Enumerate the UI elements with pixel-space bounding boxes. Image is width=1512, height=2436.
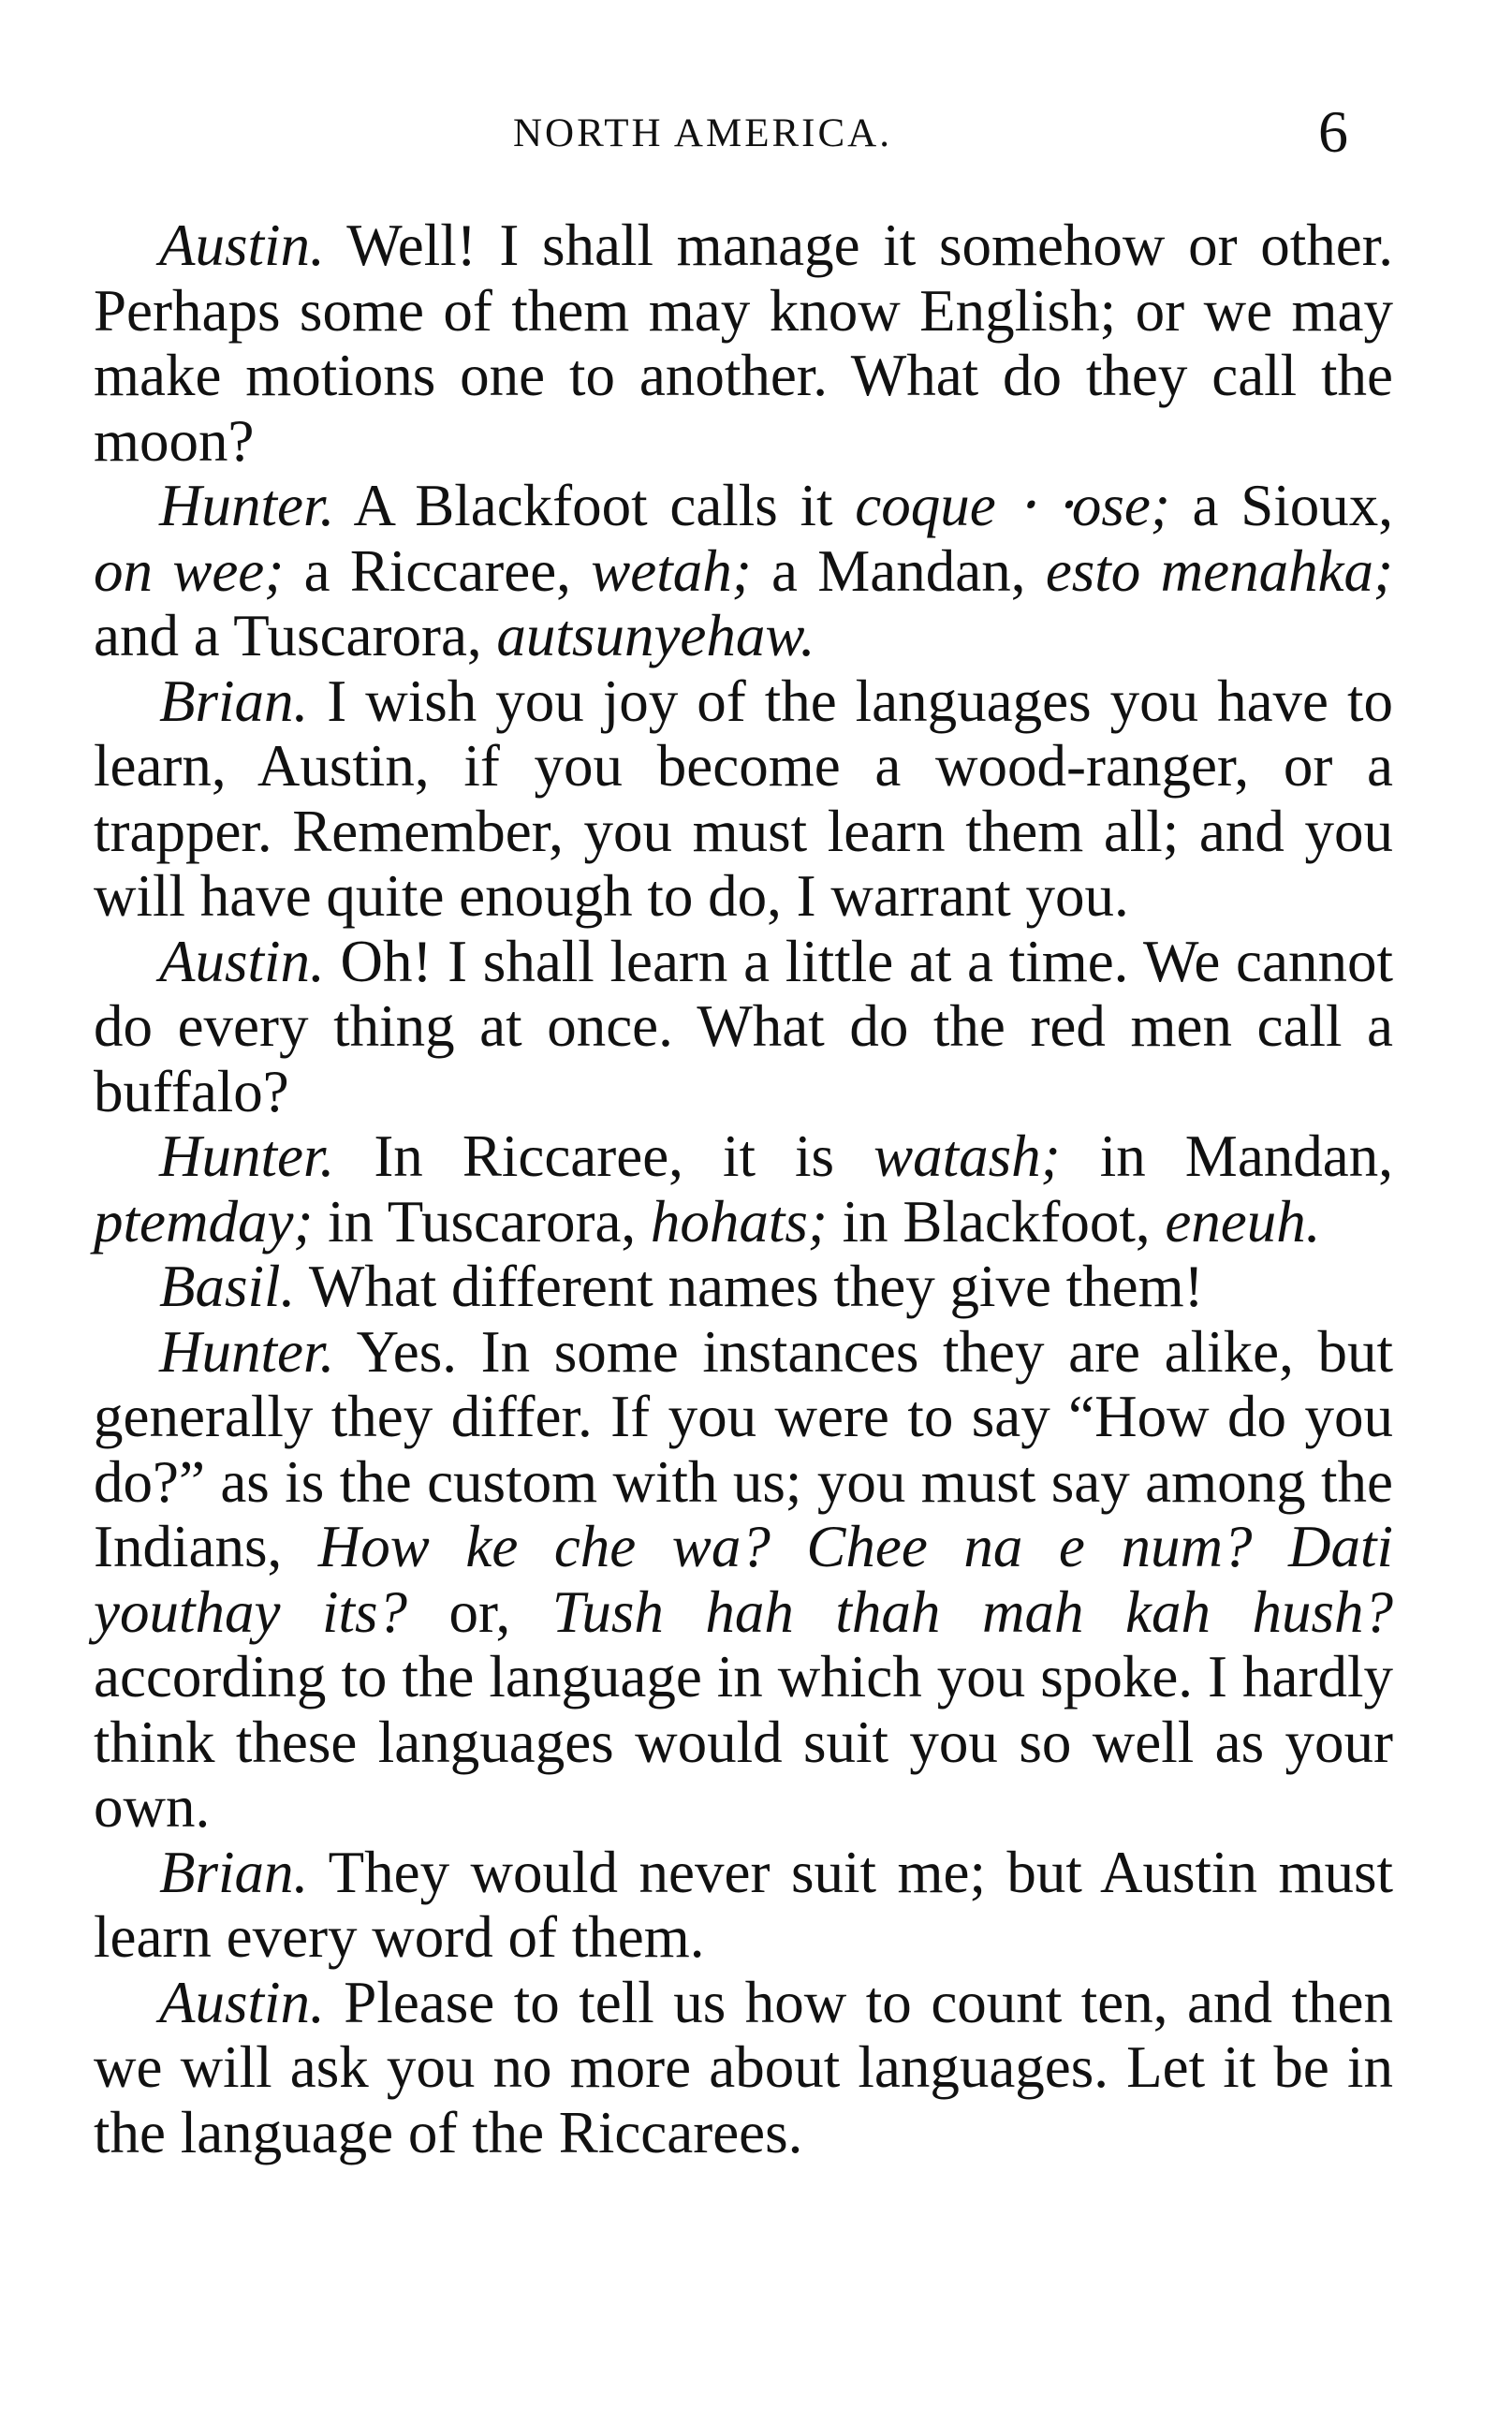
dialogue-paragraph	[94, 1255, 1393, 1320]
text-segment: They would never suit me; but Austin must learn every word of them.	[94, 1839, 1393, 1970]
text-segment: What different names they give them!	[295, 1254, 1204, 1319]
dialogue-paragraph	[94, 1971, 1393, 2166]
speaker-name: Hunter.	[159, 473, 335, 538]
text-segment: Please to tell us how to count ten, and then we will ask you no more about languages. Let it be in the language of the Riccarees.	[94, 1969, 1393, 2165]
text-segment: coque ⸱ ⸱ose;	[855, 473, 1170, 538]
dialogue-paragraph	[94, 1124, 1393, 1255]
speaker-name: Hunter.	[159, 1123, 335, 1189]
speaker-name: Brian.	[159, 668, 309, 734]
running-title: NORTH AMERICA.	[513, 111, 892, 155]
text-segment: I wish you joy of the languages you have to learn, Austin, if you become a wood-ranger, or a trapper. Remember, you must learn them all; and you will have quite enough to do, I warrant you.	[94, 668, 1393, 929]
text-segment: wetah;	[591, 537, 752, 604]
dialogue-paragraph	[94, 1320, 1393, 1841]
dialogue-paragraph	[94, 1841, 1393, 1971]
text-segment: eneuh.	[1165, 1188, 1321, 1255]
text-segment: Well! I shall manage it somehow or other. Perhaps some of them may know English; or we may make motions one to another. What do they call the moon?	[94, 213, 1393, 474]
dialogue-paragraph	[94, 213, 1393, 474]
text-segment: and a Tuscarora,	[94, 603, 497, 668]
speaker-name: Brian.	[159, 1839, 309, 1905]
text-segment: A Blackfoot calls it	[334, 473, 856, 538]
text-segment: Oh! I shall learn a little at a time. We cannot do every thing at once. What do the red men call a buffalo?	[94, 928, 1393, 1124]
dialogue-paragraph	[94, 669, 1393, 930]
text-segment: ptemday;	[94, 1188, 314, 1255]
text-segment: autsunyehaw.	[496, 603, 815, 668]
text-segment: in Tuscarora,	[313, 1188, 651, 1255]
text-segment: on wee;	[94, 537, 285, 604]
text-segment: a Sioux,	[1169, 473, 1393, 538]
page-number: 6	[1318, 98, 1348, 165]
speaker-name: Austin.	[159, 928, 325, 994]
dialogue-paragraph	[94, 930, 1393, 1125]
speaker-name: Hunter.	[159, 1318, 335, 1385]
dialogue-paragraph	[94, 474, 1393, 669]
speaker-name: Austin.	[159, 213, 325, 278]
body-text	[94, 213, 1393, 2165]
text-segment: Yes. In some instances they are alike, but generally they differ. If you were to say “How do you do?” as is the custom with us; you must say among the Indians,	[94, 1318, 1393, 1579]
speaker-name: Austin.	[159, 1969, 325, 2035]
page-header	[0, 98, 1512, 176]
text-segment: in Mandan,	[1060, 1123, 1393, 1189]
text-segment: in Blackfoot,	[827, 1188, 1166, 1255]
text-segment: watash;	[873, 1123, 1061, 1189]
text-segment: according to the language in which you spoke. I hardly think these languages would suit you so well as your own.	[94, 1644, 1393, 1840]
text-segment: hohats;	[650, 1188, 828, 1255]
text-segment: In Riccaree, it is	[334, 1123, 874, 1189]
text-segment: a Riccaree,	[284, 537, 592, 604]
text-segment: esto menahka;	[1045, 537, 1394, 604]
text-segment: Tush hah thah mah kah hush?	[551, 1578, 1394, 1645]
speaker-name: Basil.	[159, 1254, 296, 1319]
text-segment: or,	[407, 1578, 552, 1645]
text-segment: a Mandan,	[751, 537, 1046, 604]
text-segment: How ke che wa? Chee na e num? Dati youthay its?	[94, 1514, 1394, 1645]
